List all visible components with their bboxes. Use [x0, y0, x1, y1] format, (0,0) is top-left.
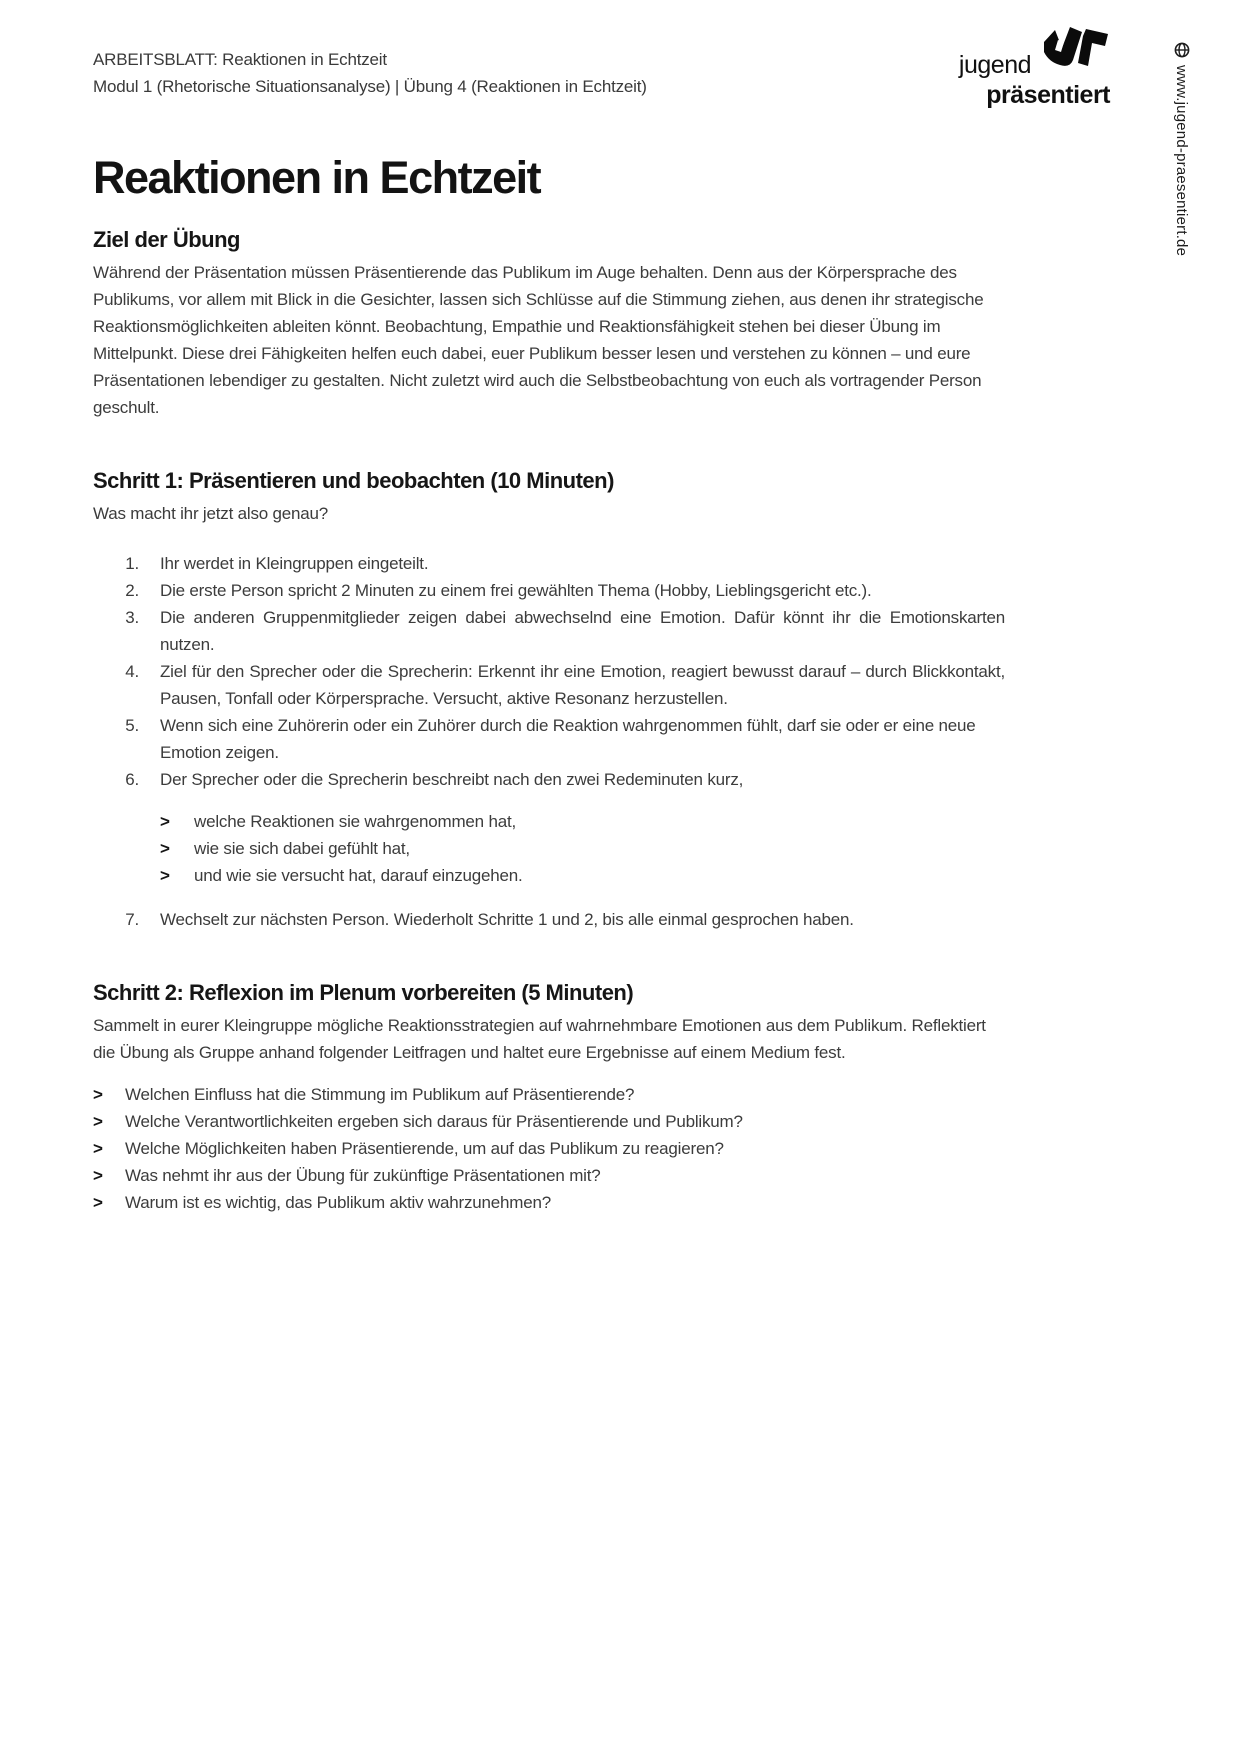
list-item — [93, 604, 1005, 658]
globe-icon — [1174, 42, 1190, 58]
chevron-marker: > — [160, 839, 170, 858]
list-item — [93, 658, 1005, 712]
page-title: Reaktionen in Echtzeit — [93, 152, 541, 203]
item-text: Die anderen Gruppenmitglieder zeigen dabei abwechselnd eine Emotion. Dafür könnt ihr die Emotionskarten nutzen. — [160, 608, 1005, 654]
item-text: Wechselt zur nächsten Person. Wiederholt Schritte 1 und 2, bis alle einmal gesprochen haben. — [160, 910, 854, 929]
chevron-marker: > — [160, 812, 170, 831]
question-text: Welche Möglichkeiten haben Präsentierende, um auf das Publikum zu reagieren? — [125, 1139, 724, 1158]
chevron-marker: > — [160, 866, 170, 885]
item-number: 4. — [125, 662, 139, 681]
question-item — [93, 1162, 1005, 1189]
chevron-marker: > — [93, 1193, 103, 1212]
item-number: 6. — [125, 770, 139, 789]
item-text: Ihr werdet in Kleingruppen eingeteilt. — [160, 554, 429, 573]
question-text: Warum ist es wichtig, das Publikum aktiv wahrzunehmen? — [125, 1193, 552, 1212]
item-text: Wenn sich eine Zuhörerin oder ein Zuhörer durch die Reaktion wahrgenommen fühlt, darf sie oder er eine neue Emotion zeigen. — [160, 716, 976, 762]
step1-sub-bullets — [160, 808, 1005, 889]
goal-heading: Ziel der Übung — [93, 227, 240, 252]
item-number: 1. — [125, 554, 139, 573]
logo-text-praesentiert: präsentiert — [986, 81, 1110, 109]
sub-bullet-text: welche Reaktionen sie wahrgenommen hat, — [194, 812, 516, 831]
step1-heading: Schritt 1: Präsentieren und beobachten (10 Minuten) — [93, 468, 614, 493]
side-url-text: www.jugend-praesentiert.de — [1173, 65, 1190, 257]
question-item — [93, 1081, 1005, 1108]
item-number: 5. — [125, 716, 139, 735]
item-text: Die erste Person spricht 2 Minuten zu einem frei gewählten Thema (Hobby, Lieblingsgericht etc.). — [160, 581, 872, 600]
item-number: 2. — [125, 581, 139, 600]
step1-numbered-list — [93, 550, 1005, 933]
chevron-marker: > — [93, 1112, 103, 1131]
list-item — [93, 766, 1005, 793]
sub-bullet — [160, 835, 1005, 862]
chevron-marker: > — [93, 1139, 103, 1158]
header — [93, 46, 647, 100]
worksheet-label: ARBEITSBLATT: Reaktionen in Echtzeit — [93, 50, 387, 69]
sub-bullet — [160, 862, 1005, 889]
module-label: Modul 1 (Rhetorische Situationsanalyse) | Übung 4 (Reaktionen in Echtzeit) — [93, 77, 647, 96]
step2-intro: Sammelt in eurer Kleingruppe mögliche Reaktionsstrategien auf wahrnehmbare Emotionen aus dem Publikum. Reflektiert die Übung als Gruppe anhand folgender Leitfragen und haltet eure Ergebnisse auf einem Medium fest. — [93, 1016, 986, 1062]
question-item — [93, 1135, 1005, 1162]
item-text: Der Sprecher oder die Sprecherin beschreibt nach den zwei Redeminuten kurz, — [160, 770, 744, 789]
logo-mark-icon — [1040, 26, 1110, 82]
list-item — [93, 906, 1005, 933]
sub-bullet-text: wie sie sich dabei gefühlt hat, — [194, 839, 410, 858]
step2-question-list — [93, 1081, 1005, 1216]
item-number: 7. — [125, 910, 139, 929]
item-number: 3. — [125, 608, 139, 627]
question-text: Was nehmt ihr aus der Übung für zukünftige Präsentationen mit? — [125, 1166, 601, 1185]
step1-intro: Was macht ihr jetzt also genau? — [93, 504, 329, 523]
question-text: Welchen Einfluss hat die Stimmung im Publikum auf Präsentierende? — [125, 1085, 635, 1104]
sub-bullet-text: und wie sie versucht hat, darauf einzugehen. — [194, 866, 523, 885]
step2-heading: Schritt 2: Reflexion im Plenum vorbereiten (5 Minuten) — [93, 980, 634, 1005]
content — [93, 152, 1005, 1216]
goal-paragraph: Während der Präsentation müssen Präsentierende das Publikum im Auge behalten. Denn aus der Körpersprache des Publikums, vor allem mit Blick in die Gesichter, lassen sich Schlüsse auf die Stimmung ziehen, aus denen ihr strategische Reaktionsmöglichkeiten ableiten könnt. Beobachtung, Empathie und Reaktionsfähigkeit stehen bei dieser Übung im Mittelpunkt. Diese drei Fähigkeiten helfen euch dabei, euer Publikum besser lesen und verstehen zu können – und eure Präsentationen lebendiger zu gestalten. Nicht zuletzt wird auch die Selbstbeobachtung von euch als vortragender Person geschult. — [93, 263, 984, 417]
list-item — [93, 712, 1005, 766]
chevron-marker: > — [93, 1166, 103, 1185]
list-item — [93, 577, 1005, 604]
chevron-marker: > — [93, 1085, 103, 1104]
logo — [959, 26, 1110, 108]
list-item — [93, 550, 1005, 577]
logo-row — [959, 26, 1110, 82]
item-text: Ziel für den Sprecher oder die Sprecherin: Erkennt ihr eine Emotion, reagiert bewusst darauf – durch Blickkontakt, Pausen, Tonfall oder Körpersprache. Versucht, aktive Resonanz herzustellen. — [160, 662, 1005, 708]
side-url — [1173, 42, 1190, 256]
sub-bullet — [160, 808, 1005, 835]
question-item — [93, 1189, 1005, 1216]
question-text: Welche Verantwortlichkeiten ergeben sich daraus für Präsentierende und Publikum? — [125, 1112, 743, 1131]
question-item — [93, 1108, 1005, 1135]
logo-text-jugend: jugend — [958, 51, 1031, 79]
